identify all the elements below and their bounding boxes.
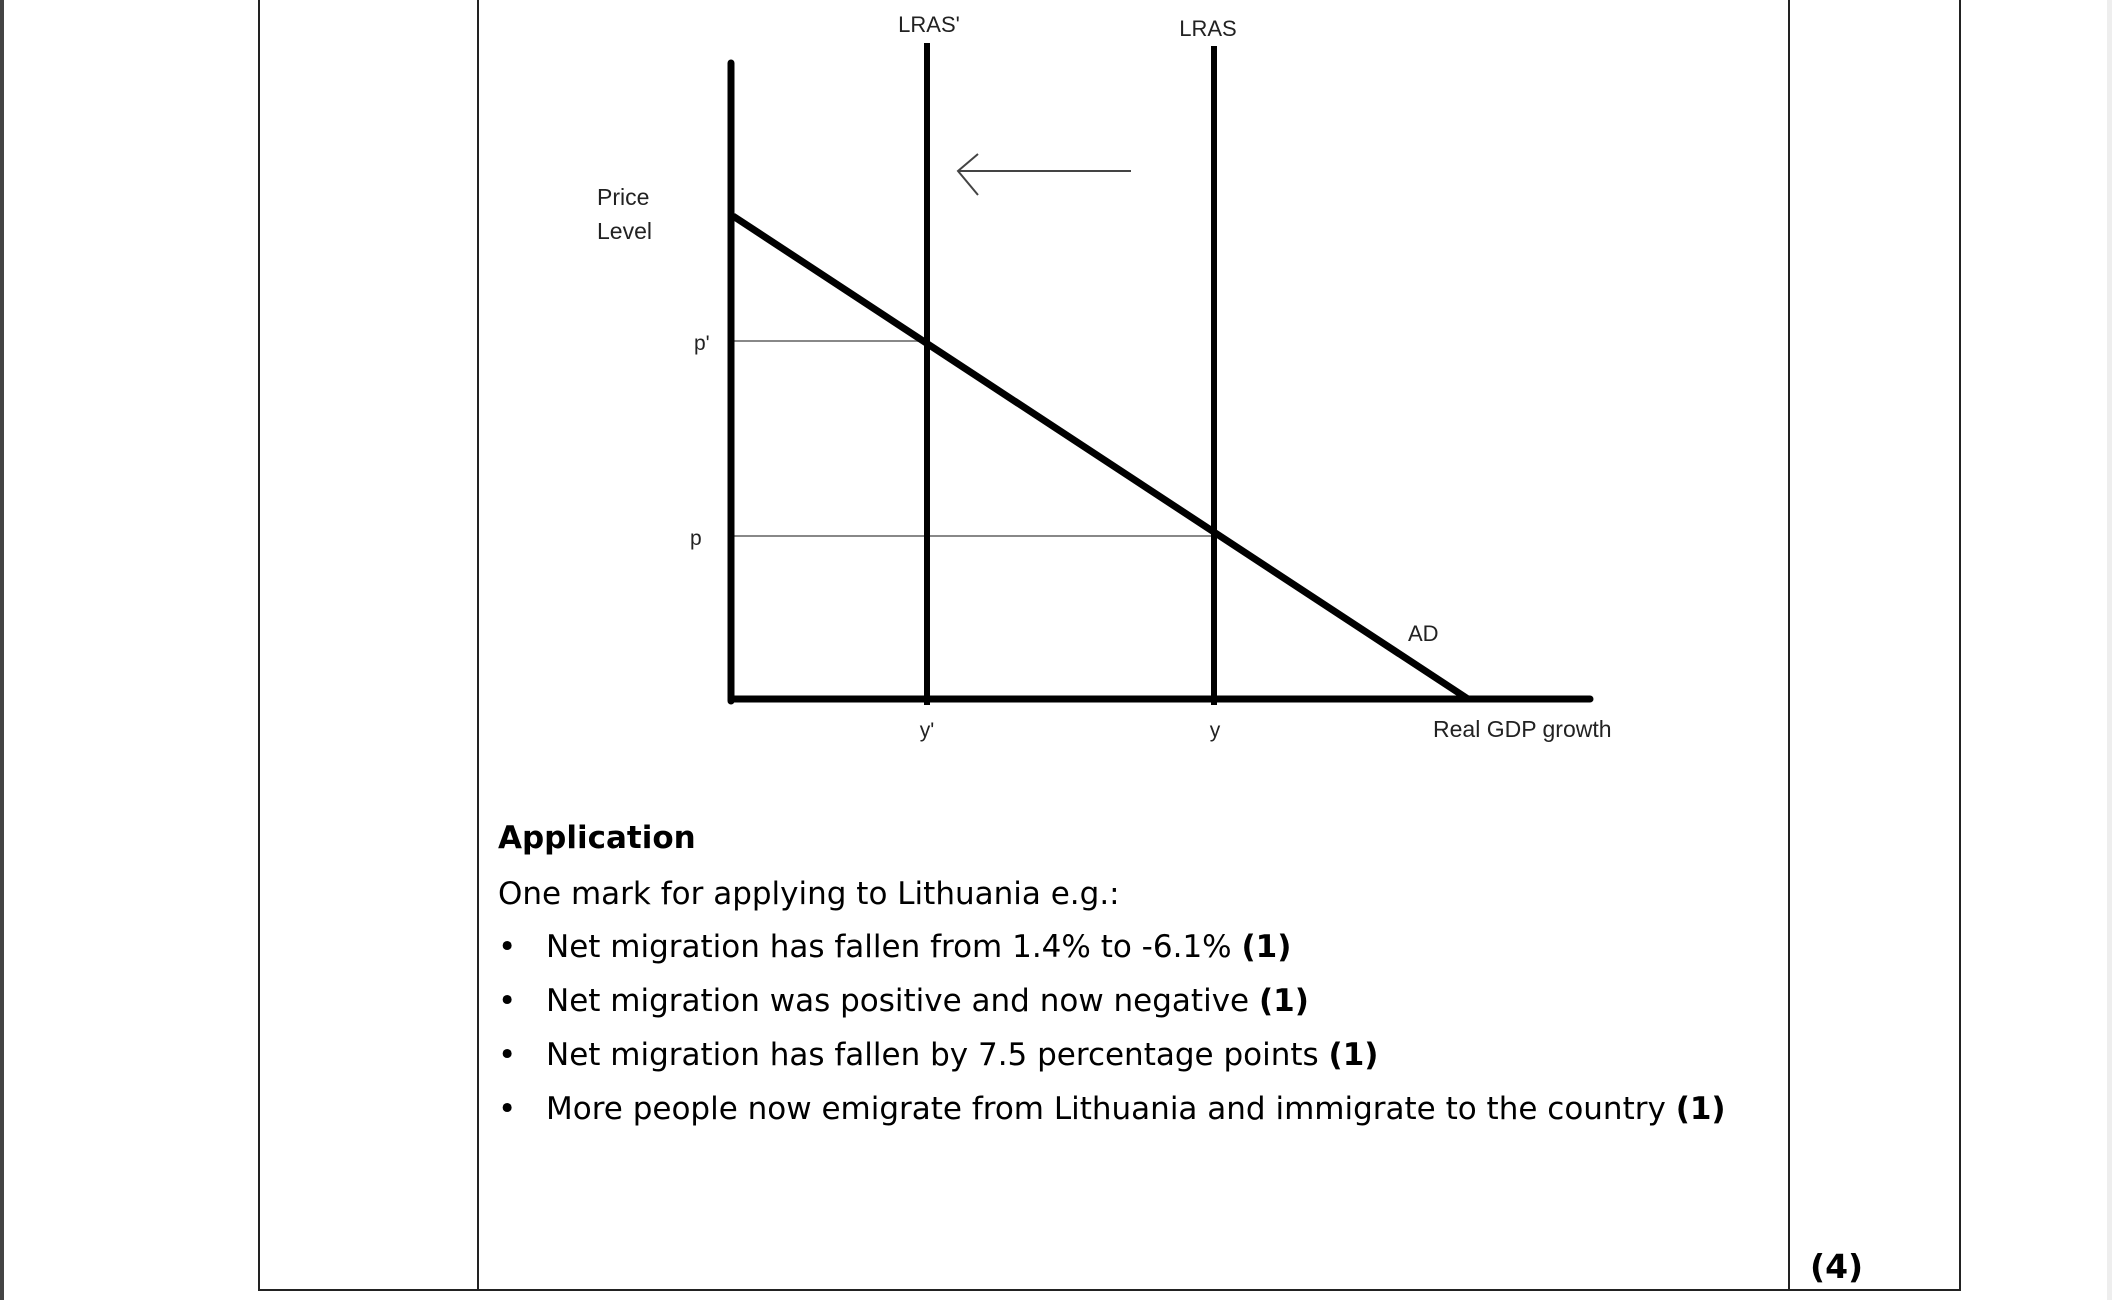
- bullet-text: Net migration has fallen from 1.4% to -6.1%: [546, 929, 1242, 965]
- bullet-text: Net migration was positive and now negative: [546, 983, 1259, 1019]
- marks-total: (4): [1810, 1247, 1864, 1286]
- application-heading: Application: [498, 820, 696, 856]
- ad-line: [733, 216, 1468, 699]
- bullet-icon: •: [498, 929, 517, 965]
- y-axis-label: Price: [597, 184, 650, 210]
- bullet-icon: •: [498, 1037, 517, 1073]
- output-label: y: [1209, 719, 1221, 742]
- y-axis-label: Level: [597, 218, 652, 244]
- bullet-text: More people now emigrate from Lithuania and immigrate to the country: [546, 1091, 1676, 1127]
- bullet-text: Net migration has fallen by 7.5 percentage points: [546, 1037, 1329, 1073]
- price-label: p: [690, 527, 702, 550]
- bullet-mark: (1): [1258, 983, 1309, 1019]
- bullet-mark: (1): [1328, 1037, 1379, 1073]
- bullet-icon: •: [498, 983, 517, 1019]
- ad-label: AD: [1408, 621, 1439, 646]
- output-new-label: y': [919, 719, 935, 742]
- shift-arrow-icon: [958, 154, 1131, 195]
- x-axis-label: Real GDP growth: [1433, 716, 1612, 742]
- price-new-label: p': [694, 332, 710, 355]
- bullet-icon: •: [498, 1091, 517, 1127]
- lras-label: LRAS: [1179, 16, 1237, 41]
- lras-new-label: LRAS': [898, 12, 960, 37]
- bullet-mark: (1): [1675, 1091, 1726, 1127]
- application-intro: One mark for applying to Lithuania e.g.:: [498, 876, 1120, 912]
- bullet-mark: (1): [1241, 929, 1292, 965]
